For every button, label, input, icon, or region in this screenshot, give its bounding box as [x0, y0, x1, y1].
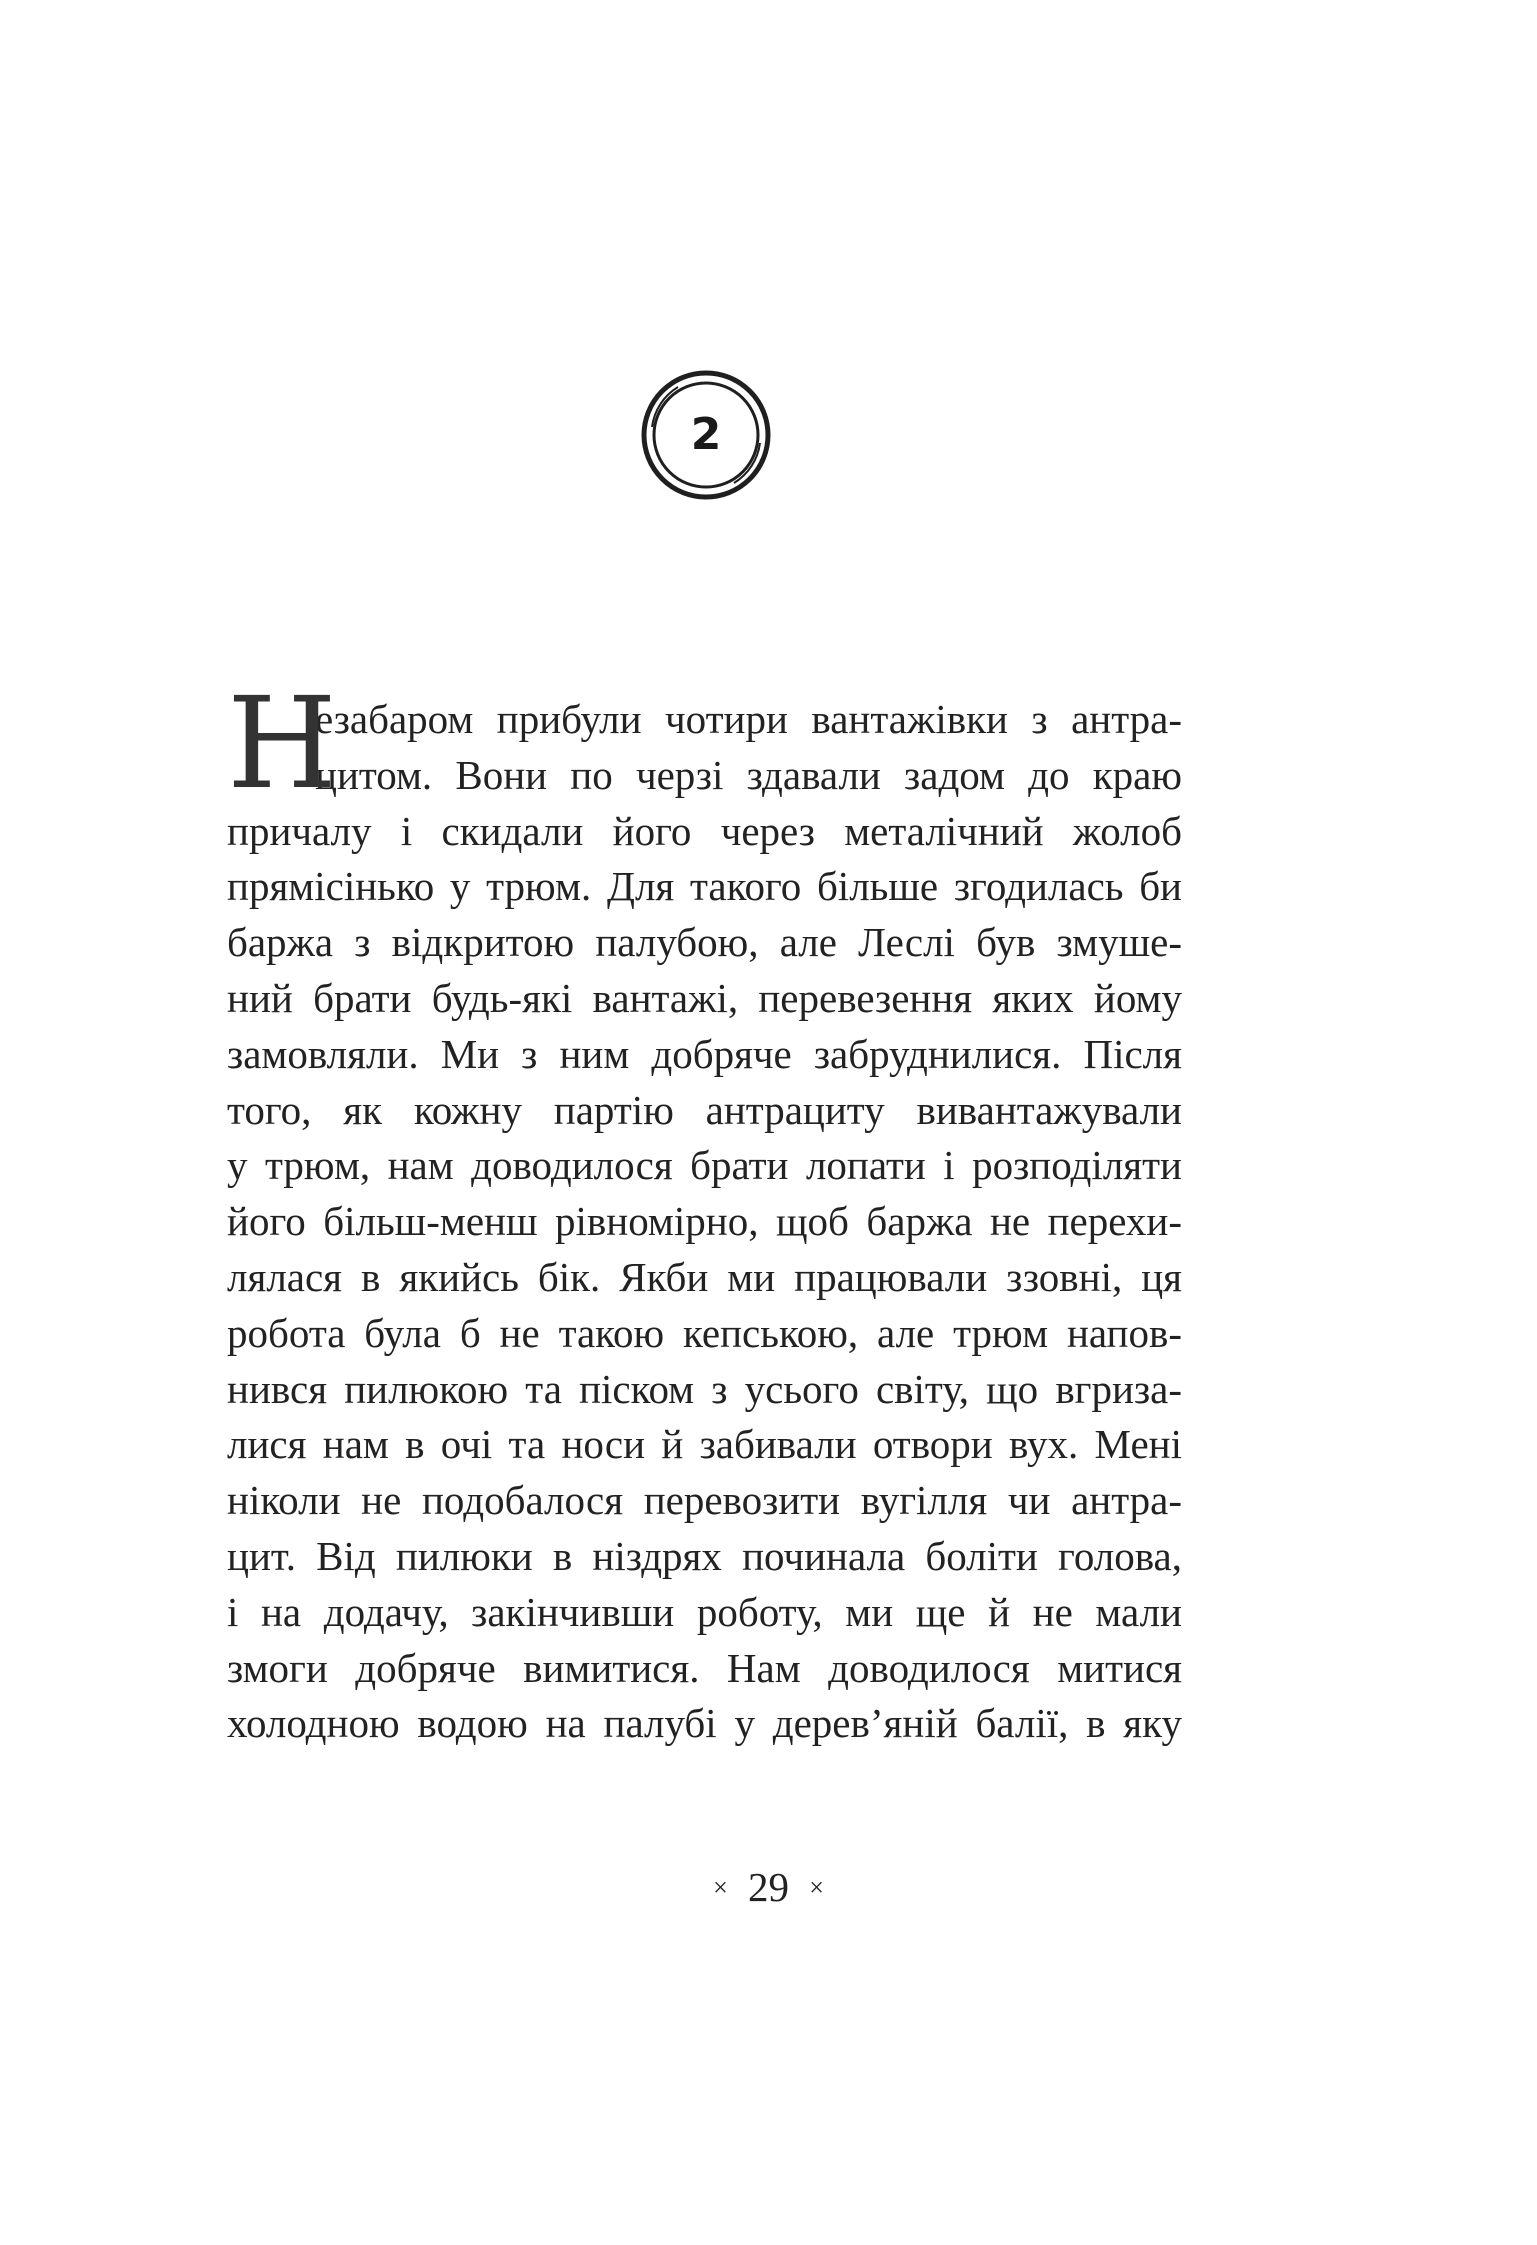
text-line: його більш-менш рівномірно, щоб баржа не перехи- [227, 1198, 1182, 1245]
drop-cap: Н [227, 670, 337, 817]
chapter-number: 2 [690, 409, 722, 460]
text-line: змоги добряче вимитися. Нам доводилося митися [227, 1644, 1182, 1691]
text-line: того, як кожну партію антрациту вивантажували [227, 1086, 1182, 1133]
page-number: 29 [748, 1864, 789, 1910]
text-line: у трюм, нам доводилося брати лопати і розподіляти [227, 1142, 1182, 1189]
text-line: і на додачу, закінчивши роботу, ми ще й не мали [227, 1588, 1182, 1635]
text-line: баржа з відкритою палубою, але Леслі був змуше- [227, 919, 1182, 966]
text-line: ніколи не подобалося перевозити вугілля чи антра- [227, 1477, 1182, 1524]
text-line: езабаром прибули чотири вантажівки з антра- [315, 696, 1182, 742]
text-line: холодною водою на палубі у дерев’яній балії, в яку [227, 1700, 1182, 1747]
text-line: лялася в якийсь бік. Якби ми працювали ззовні, ця [227, 1253, 1182, 1300]
text-line: цит. Від пилюки в ніздрях починала боліти голова, [227, 1532, 1182, 1579]
text-line: нився пилюкою та піском з усього світу, що вгриза- [227, 1365, 1182, 1412]
text-line: замовляли. Ми з ним добряче забруднилися. Після [227, 1030, 1182, 1077]
text-line: ний брати будь-які вантажі, перевезення яких йому [227, 974, 1182, 1021]
chapter-body-text [227, 670, 1182, 1752]
text-line: робота була б не такою кепською, але трюм напов- [227, 1309, 1182, 1356]
text-line: причалу і скидали його через металічний жолоб [227, 807, 1182, 854]
text-line: лися нам в очі та носи й забивали отвори вух. Мені [227, 1421, 1182, 1468]
folio-ornament-left: × [713, 1873, 728, 1902]
text-line: прямісінько у трюм. Для такого більше згодилась би [227, 863, 1182, 910]
page-footer [0, 1862, 1537, 1913]
text-line: цитом. Вони по черзі здавали задом до краю [315, 751, 1182, 798]
chapter-emblem [638, 367, 774, 503]
folio-ornament-right: × [809, 1873, 824, 1902]
